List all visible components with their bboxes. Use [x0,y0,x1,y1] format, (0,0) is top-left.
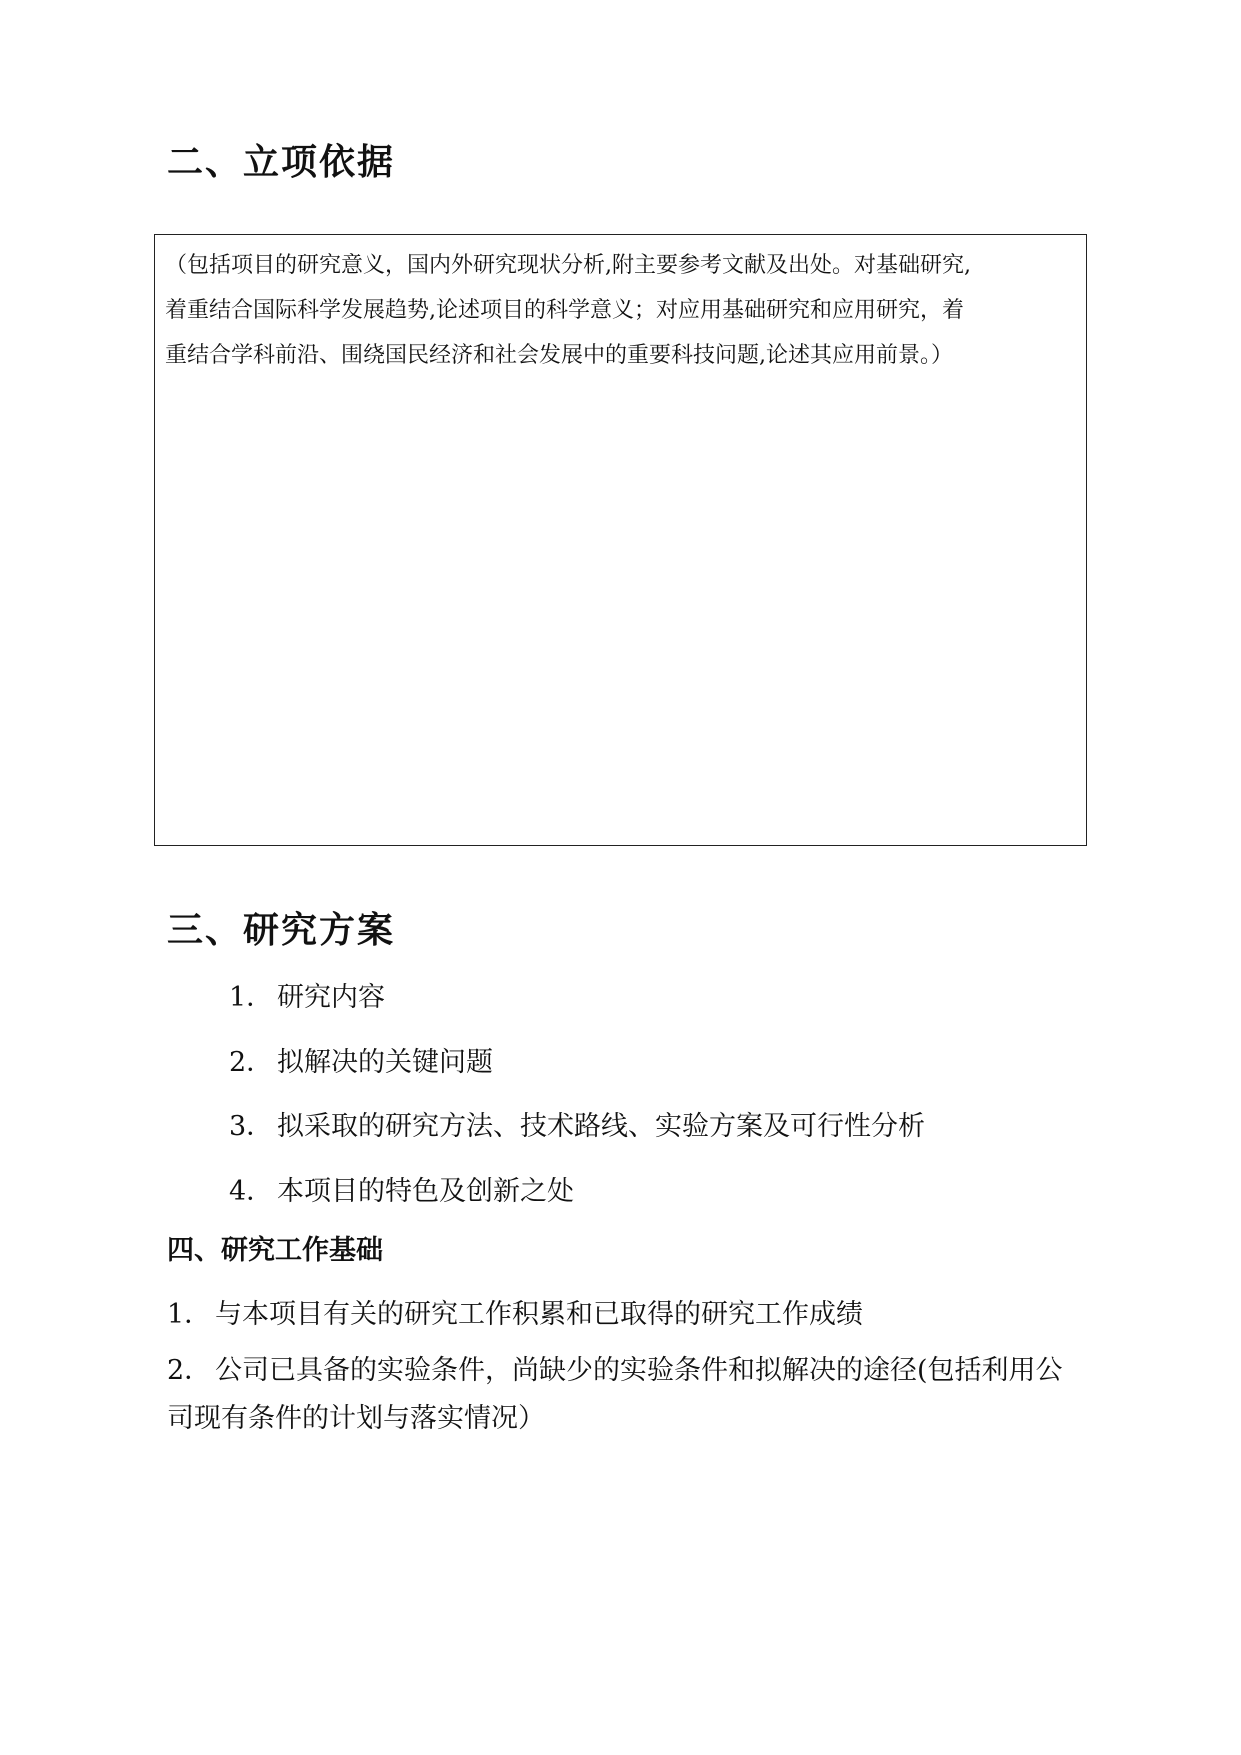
item-label: 本项目的特色及创新之处 [277,1176,574,1207]
section-3-item-innovation [229,1172,574,1212]
section-3-item-research-content [229,978,385,1018]
item-number: 2． [229,1047,274,1078]
section-3-item-key-problems [229,1043,493,1083]
instruction-line: 着重结合国际科学发展趋势,论述项目的科学意义；对应用基础研究和应用研究，着 [165,298,964,323]
section-4-item-conditions [167,1347,1089,1443]
section-4-item-prior-work [167,1291,1089,1339]
item-label: 拟解决的关键问题 [277,1047,493,1078]
item-number: 3． [229,1111,274,1142]
section-2-instructions [165,243,1077,378]
item-number: 1． [229,982,274,1013]
item-label: 公司已具备的实验条件，尚缺少的实验条件和拟解决的途径(包括利用公司现有条件的计划与落实情况） [167,1355,1063,1434]
section-3-item-methods [229,1107,925,1147]
item-label: 研究内容 [277,982,385,1013]
item-number: 4． [229,1176,274,1207]
instruction-line: （包括项目的研究意义，国内外研究现状分析,附主要参考文献及出处。对基础研究, [165,253,971,278]
item-number: 2． [167,1355,212,1386]
section-2-heading: 二、立项依据 [167,142,396,183]
item-label: 与本项目有关的研究工作积累和已取得的研究工作成绩 [215,1299,863,1330]
item-number: 1． [167,1299,212,1330]
section-4-heading: 四、研究工作基础 [167,1235,383,1266]
item-label: 拟采取的研究方法、技术路线、实验方案及可行性分析 [277,1111,925,1142]
section-2-answer-box[interactable] [154,234,1087,846]
section-3-heading: 三、研究方案 [167,910,396,951]
instruction-line: 重结合学科前沿、围绕国民经济和社会发展中的重要科技问题,论述其应用前景。） [165,343,953,368]
